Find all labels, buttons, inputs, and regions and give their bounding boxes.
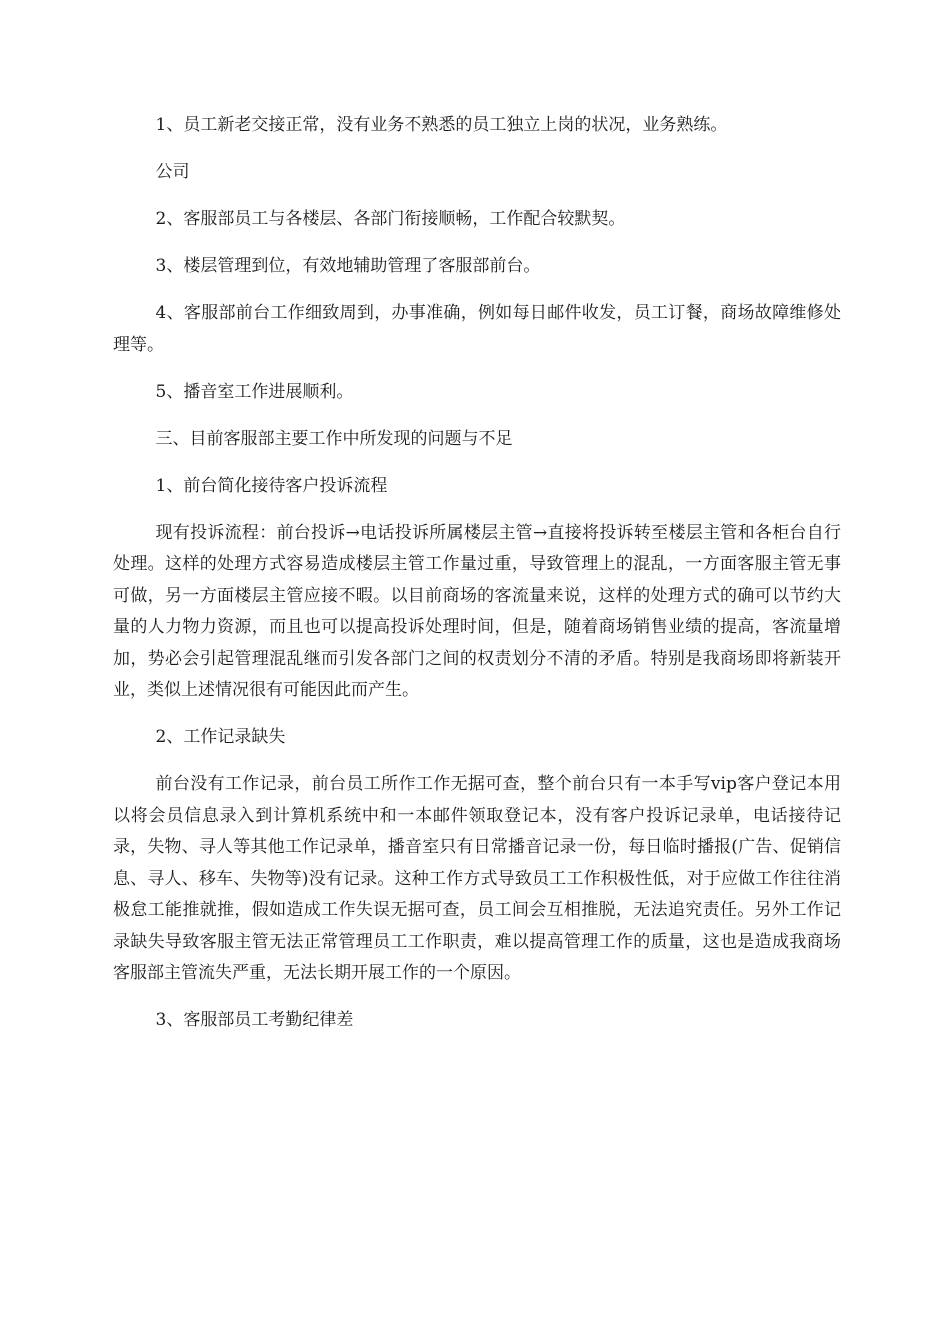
section-heading-problems: 三、目前客服部主要工作中所发现的问题与不足 — [155, 428, 513, 449]
list-item-2: 2、客服部员工与各楼层、各部门衔接顺畅，工作配合较默契。 — [155, 209, 626, 229]
list-item-5: 5、播音室工作进展顺利。 — [155, 381, 354, 402]
list-item-3: 3、楼层管理到位，有效地辅助管理了客服部前台。 — [155, 256, 541, 276]
list-item-1: 1、员工新老交接正常，没有业务不熟悉的员工独立上岗的状况，业务熟练。 — [155, 115, 728, 135]
subheading-complaint-process: 1、前台简化接待客户投诉流程 — [155, 475, 388, 496]
list-item-4: 4、客服部前台工作细致周到，办事准确，例如每日邮件收发，员工订餐，商场故障维修处理等。 — [113, 303, 841, 355]
subheading-attendance: 3、客服部员工考勤纪律差 — [155, 1010, 354, 1030]
body-paragraph-work-records: 前台没有工作记录，前台员工所作工作无据可查，整个前台只有一本手写vip客户登记本用以将会员信息录入到计算机系统中和一本邮件领取登记本，没有客户投诉记录单，电话接待记录，失物、寻人等其他工作记录单，播音室只有日常播音记录一份，每日临时播报(广告、促销信息、寻人、移车、失物等)没有记录。这种工作方式导致员工工作积极性低，对于应做工作往往消极怠工能推就推，假如造成工作失误无据可查，员工间会互相推脱，无法追究责任。另外工作记录缺失导致客服主管无法正常管理员工工作职责，难以提高管理工作的质量，这也是造成我商场客服部主管流失严重，无法长期开展工作的一个原因。 — [113, 774, 841, 983]
document-body — [113, 110, 841, 1052]
stray-text-company: 公司 — [155, 162, 190, 182]
body-paragraph-complaint-process: 现有投诉流程：前台投诉→电话投诉所属楼层主管→直接将投诉转至楼层主管和各柜台自行处理。这样的处理方式容易造成楼层主管工作量过重，导致管理上的混乱，一方面客服主管无事可做，另一方面楼层主管应接不暇。以目前商场的客流量来说，这样的处理方式的确可以节约大量的人力物力资源，而且也可以提高投诉处理时间，但是，随着商场销售业绩的提高，客流量增加，势必会引起管理混乱继而引发各部门之间的权责划分不清的矛盾。特别是我商场即将新装开业，类似上述情况很有可能因此而产生。 — [113, 522, 841, 700]
subheading-work-records: 2、工作记录缺失 — [155, 727, 286, 747]
